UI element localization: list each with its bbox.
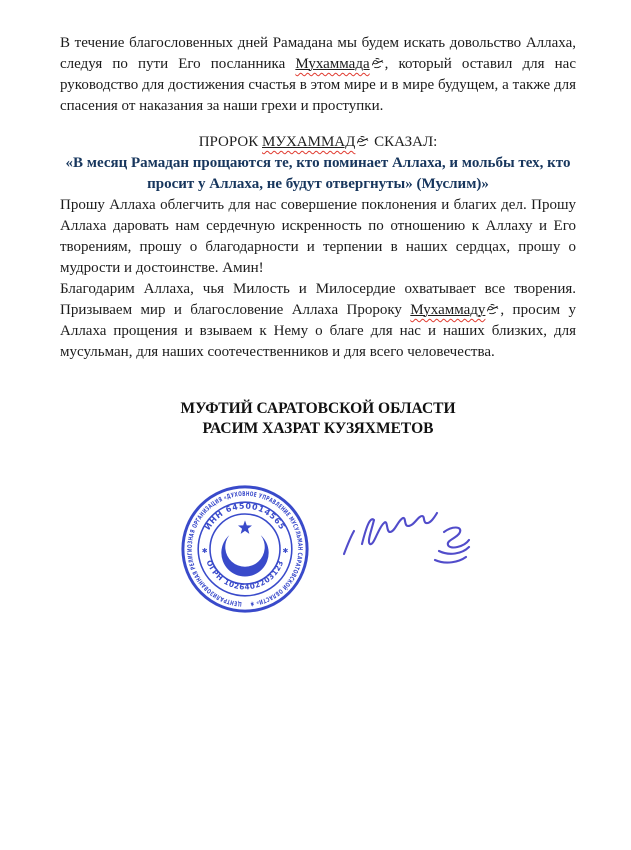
mufti-name: РАСИМ ХАЗРАТ КУЗЯХМЕТОВ	[202, 420, 434, 437]
saw-calligraphy-icon	[371, 57, 384, 69]
hadith-quote-line1: «В месяц Рамадан прощаются те, кто поминает Аллаха, и мольбы тех, кто	[65, 155, 571, 171]
handwritten-signature	[338, 488, 493, 578]
signature-stroke	[344, 531, 354, 554]
paragraph-intro: В течение благословенных дней Рамадана мы будем искать довольство Аллаха, следуя по пути Его посланника Мухаммада , который оставил для нас руководство для достижения счастья в этом мире и в мире будущем, а также для спасения от наказания за наши грехи и проступки.	[60, 35, 576, 114]
saw-calligraphy-icon	[356, 135, 369, 147]
paragraph-gratitude: Благодарим Аллаха, чья Милость и Милосердие охватывает все творения. Призываем мир и благословение Аллаха Пророку Мухаммаду , просим у Аллаха прощения и взываем к Нему о благе для нас и наших близких, для мусульман, для наших соотечественников и для всего человечества.	[60, 281, 576, 360]
signature-stroke	[362, 513, 437, 544]
signature-stroke	[444, 528, 469, 548]
seal-left-star-separator: ✱	[201, 546, 208, 555]
paragraph-dua: Прошу Аллаха облегчить для нас совершение поклонения и благих дел. Прошу Аллаха даровать нам сердечную искренность по отношению к Аллаху и Его творениям, прошу о благодарности и терпении в наших сердцах, прошу о мудрости и достоинстве. Амин!	[60, 197, 576, 276]
signoff-block	[60, 399, 576, 439]
mufti-title: МУФТИЙ САРАТОВСКОЙ ОБЛАСТИ	[180, 400, 456, 417]
prophet-said-heading: ПРОРОК МУХАММАД СКАЗАЛ:	[198, 134, 438, 150]
seal-and-signature-zone	[0, 478, 631, 658]
hadith-quote	[60, 153, 576, 195]
underlined-word	[295, 56, 369, 72]
text-column	[60, 33, 576, 439]
signature-stroke	[435, 547, 469, 563]
seal-organization-text: ЦЕНТРАЛИЗОВАННАЯ РЕЛИГИОЗНАЯ ОРГАНИЗАЦИЯ «ДУХОВНОЕ УПРАВЛЕНИЕ МУСУЛЬМАН САРАТОВСКОЙ ОБЛАСТИ» ✱	[186, 490, 304, 608]
official-round-seal	[176, 480, 314, 618]
spellcheck-word: МУХАММАД	[262, 134, 356, 150]
seal-right-star-separator: ✱	[282, 546, 289, 555]
crescent-icon	[221, 535, 268, 576]
saw-calligraphy-icon	[486, 303, 499, 315]
star-icon	[238, 520, 252, 533]
underlined-word	[410, 302, 485, 318]
spellcheck-word: Мухаммаду	[410, 302, 486, 318]
spellcheck-word: Мухаммада	[295, 56, 370, 72]
seal-ogrn-text: ОГРН 1026402203123	[204, 558, 286, 592]
hadith-quote-line2: просит у Аллаха, не будут отвергнуты» (Муслим)»	[147, 176, 489, 192]
seal-inn-text: ИНН 6450014565	[202, 501, 288, 532]
underlined-word	[262, 134, 355, 150]
